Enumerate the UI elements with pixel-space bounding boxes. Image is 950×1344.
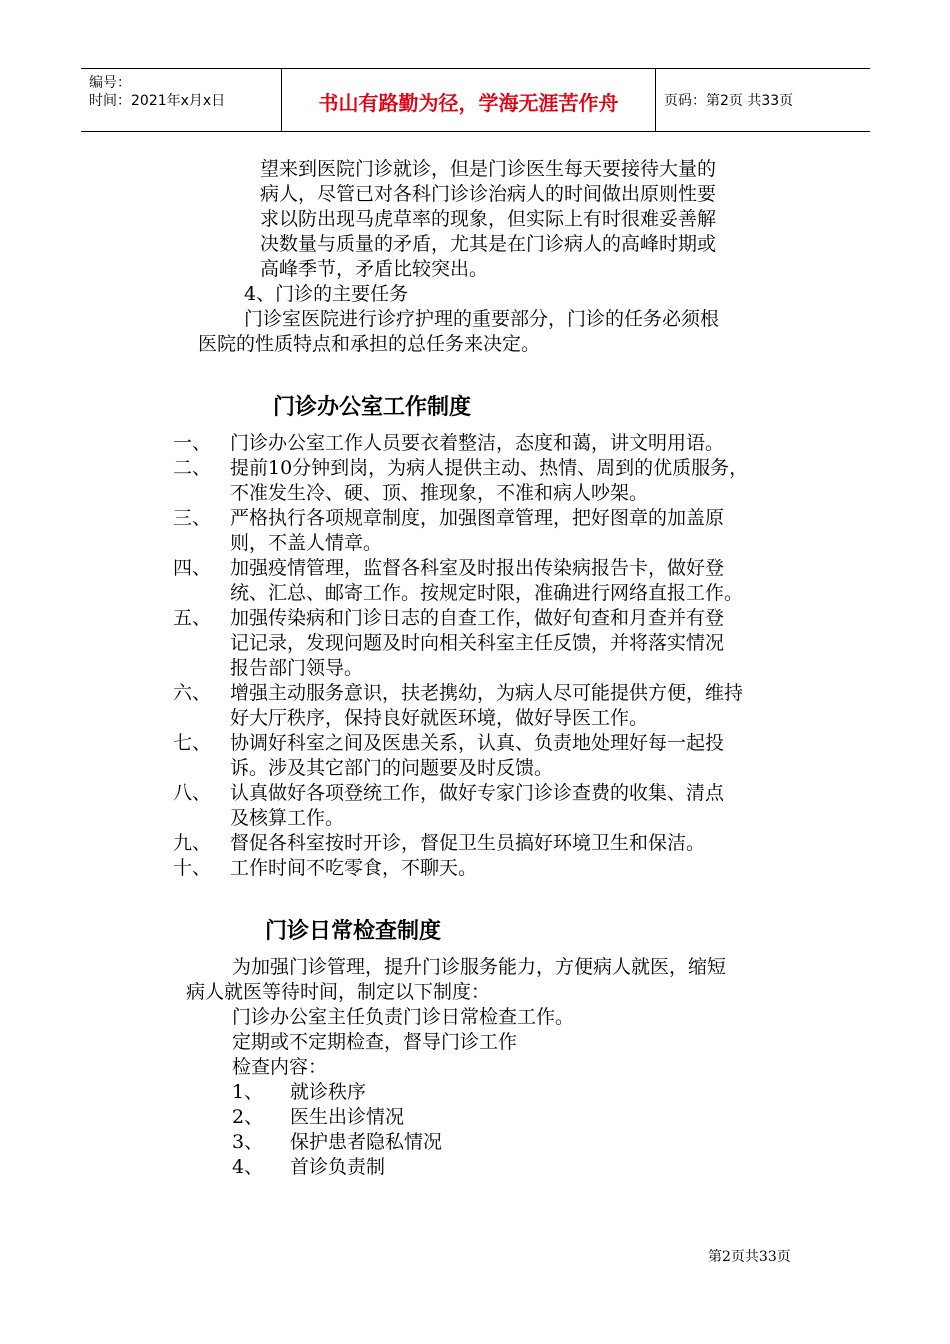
daily-line: 门诊办公室主任负责门诊日常检查工作。 <box>232 1006 575 1028</box>
item-line: 统、汇总、邮寄工作。按规定时限，准确进行网络直报工作。 <box>230 582 744 604</box>
item-number: 七、 <box>173 732 212 754</box>
daily-para-line: 为加强门诊管理，提升门诊服务能力，方便病人就医，缩短 <box>232 956 727 978</box>
daily-title: 门诊日常检查制度 <box>265 919 442 944</box>
check-item: 首诊负责制 <box>290 1156 386 1178</box>
daily-line: 检查内容： <box>232 1056 328 1078</box>
intro-line: 医院的性质特点和承担的总任务来决定。 <box>198 333 541 355</box>
item-line: 及核算工作。 <box>230 807 345 829</box>
header-meta <box>81 69 282 131</box>
intro-line: 决数量与质量的矛盾，尤其是在门诊病人的高峰时期或 <box>260 233 717 255</box>
item-line: 加强传染病和门诊日志的自查工作，做好旬查和月查并有登 <box>230 607 725 629</box>
item-line: 增强主动服务意识，扶老携幼，为病人尽可能提供方便，维持 <box>230 682 744 704</box>
item-line: 工作时间不吃零食，不聊天。 <box>230 857 478 879</box>
item-line: 记记录，发现问题及时向相关科室主任反馈，并将落实情况 <box>230 632 725 654</box>
check-number: 3、 <box>232 1131 264 1153</box>
intro-line: 高峰季节，矛盾比较突出。 <box>260 258 489 280</box>
item-line: 协调好科室之间及医患关系，认真、负责地处理好每一起投 <box>230 732 725 754</box>
check-number: 4、 <box>232 1156 264 1178</box>
item-number: 一、 <box>173 432 212 454</box>
check-item: 医生出诊情况 <box>290 1106 405 1128</box>
item-line: 报告部门领导。 <box>230 657 364 679</box>
check-item: 就诊秩序 <box>290 1081 367 1103</box>
item-line: 提前10分钟到岗，为病人提供主动、热情、周到的优质服务， <box>230 457 749 479</box>
item-number: 五、 <box>173 607 212 629</box>
item-number: 四、 <box>173 557 212 579</box>
item-number: 九、 <box>173 832 212 854</box>
item-line: 门诊办公室工作人员要衣着整洁，态度和蔼，讲文明用语。 <box>230 432 725 454</box>
header-motto-cell <box>282 69 656 131</box>
page-footer: 第2页共33页 <box>708 1249 791 1265</box>
item-line: 好大厅秩序，保持良好就医环境，做好导医工作。 <box>230 707 649 729</box>
item-line: 则，不盖人情章。 <box>230 532 383 554</box>
item-line: 加强疫情管理，监督各科室及时报出传染病报告卡，做好登 <box>230 557 725 579</box>
check-number: 1、 <box>232 1081 264 1103</box>
item-number: 二、 <box>173 457 212 479</box>
intro-line: 望来到医院门诊就诊，但是门诊医生每天要接待大量的 <box>260 158 717 180</box>
intro-line: 门诊室医院进行诊疗护理的重要部分，门诊的任务必须根 <box>244 308 720 330</box>
motto: 书山有路勤为径，学海无涯苦作舟 <box>318 91 619 115</box>
item-number: 八、 <box>173 782 212 804</box>
item-line: 诉。涉及其它部门的问题要及时反馈。 <box>230 757 554 779</box>
item-line: 不准发生冷、硬、顶、推现象，不准和病人吵架。 <box>230 482 649 504</box>
check-item: 保护患者隐私情况 <box>290 1131 443 1153</box>
page-label: 页码：第2页 共33页 <box>664 93 794 109</box>
intro-line: 病人，尽管已对各科门诊诊治病人的时间做出原则性要 <box>260 183 717 205</box>
page-header <box>81 68 870 132</box>
daily-line: 定期或不定期检查，督导门诊工作 <box>232 1031 518 1053</box>
item-number: 六、 <box>173 682 212 704</box>
item-line: 督促各科室按时开诊，督促卫生员搞好环境卫生和保洁。 <box>230 832 706 854</box>
daily-para-line: 病人就医等待时间，制定以下制度： <box>186 981 491 1003</box>
item-number: 十、 <box>173 857 212 879</box>
item-line: 严格执行各项规章制度，加强图章管理，把好图章的加盖原 <box>230 507 725 529</box>
number-label: 编号： <box>89 75 131 91</box>
item-line: 认真做好各项登统工作，做好专家门诊诊查费的收集、清点 <box>230 782 725 804</box>
section-heading: 4、门诊的主要任务 <box>244 283 409 305</box>
item-number: 三、 <box>173 507 212 529</box>
check-number: 2、 <box>232 1106 264 1128</box>
office-title: 门诊办公室工作制度 <box>273 395 472 420</box>
intro-line: 求以防出现马虎草率的现象，但实际上有时很难妥善解 <box>260 208 717 230</box>
time-label: 时间：2021年x月x日 <box>89 93 226 109</box>
